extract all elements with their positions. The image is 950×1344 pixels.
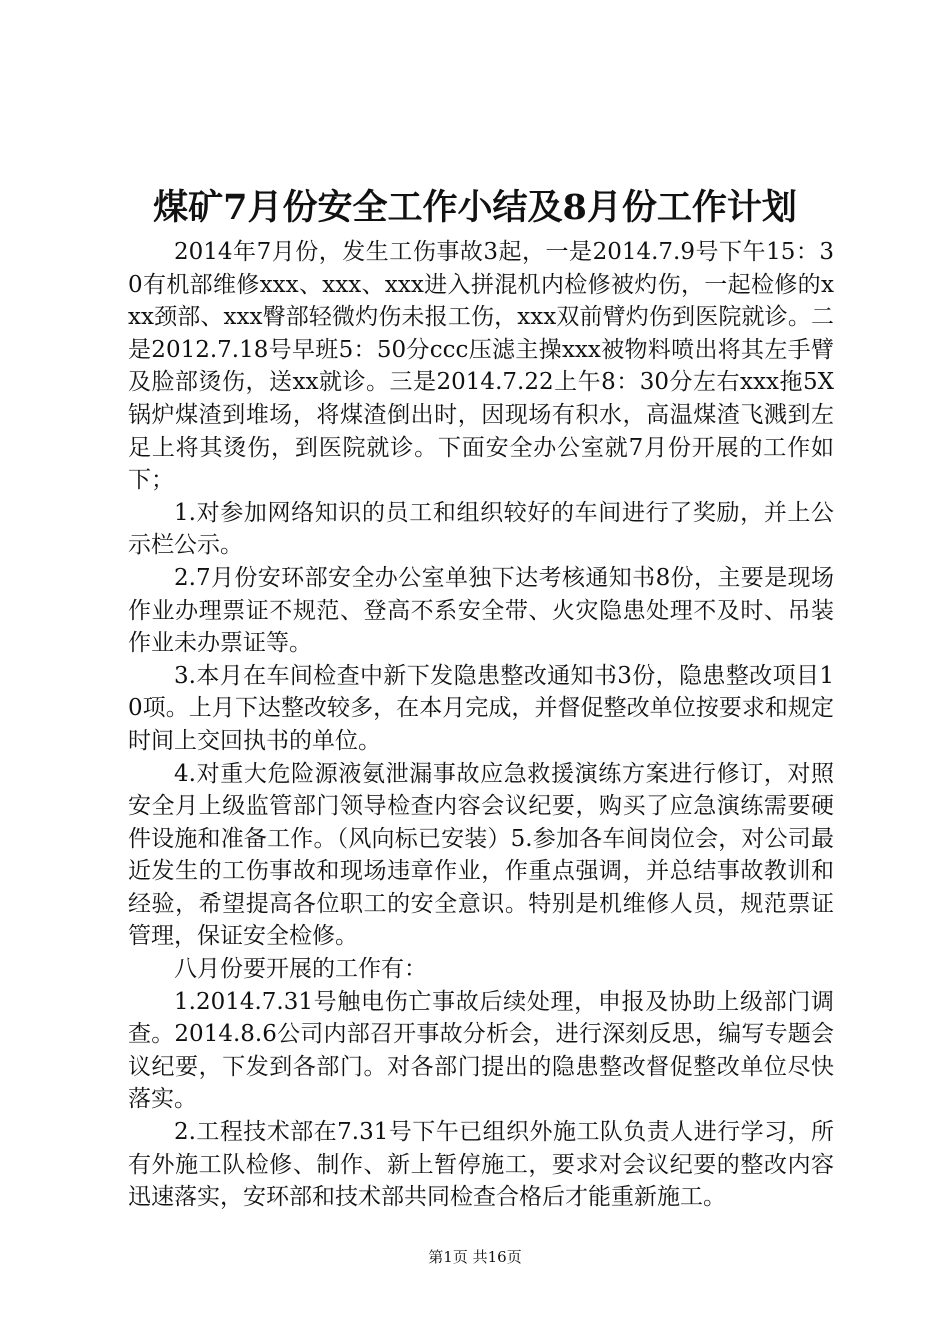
- paragraph-august-heading: 八月份要开展的工作有：: [174, 956, 427, 983]
- document-title: 煤矿7月份安全工作小结及8月份工作计划: [153, 187, 797, 228]
- paragraph-item-4: 4.对重大危险源液氨泄漏事故应急救援演练方案进行修订，对照安全月上级监管部门领导检查内容会议纪要，购买了应急演练需要硬件设施和准备工作。（风向标已安装）5.参加各车间岗位会，对公司最近发生的工伤事故和现场违章作业，作重点强调，并总结事故教训和经验，希望提高各位职工的安全意识。特别是机维修人员，规范票证管理，保证安全检修。: [128, 760, 834, 950]
- paragraph-item-1: 1.对参加网络知识的员工和组织较好的车间进行了奖励，并上公示栏公示。: [128, 499, 834, 559]
- paragraph-incident-summary: 2014年7月份，发生工伤事故3起，一是2014.7.9号下午15：30有机部维修xxx、xxx、xxx进入拼混机内检修被灼伤，一起检修的xxx颈部、xxx臀部轻微灼伤未报工伤，xxx双前臂灼伤到医院就诊。二是2012.7.18号早班5：50分ccc压滤主操xxx被物料喷出将其左手臂及脸部烫伤，送xx就诊。三是2014.7.22上午8：30分左右xxx拖5X锅炉煤渣到堆场，将煤渣倒出时，因现场有积水，高温煤渣飞溅到左足上将其烫伤，到医院就诊。下面安全办公室就7月份开展的工作如下；: [128, 239, 834, 494]
- paragraph-august-item-1: 1.2014.7.31号触电伤亡事故后续处理，申报及协助上级部门调查。2014.8.6公司内部召开事故分析会，进行深刻反思，编写专题会议纪要，下发到各部门。对各部门提出的隐患整改督促整改单位尽快落实。: [128, 988, 834, 1113]
- paragraph-august-item-2: 2.工程技术部在7.31号下午已组织外施工队负责人进行学习，所有外施工队检修、制作、新上暂停施工，要求对会议纪要的整改内容迅速落实，安环部和技术部共同检查合格后才能重新施工。: [128, 1119, 834, 1211]
- paragraph-item-2: 2.7月份安环部安全办公室单独下达考核通知书8份，主要是现场作业办理票证不规范、登高不系安全带、火灾隐患处理不及时、吊装作业未办票证等。: [128, 564, 834, 657]
- page-footer: 第1页 共16页: [428, 1248, 522, 1266]
- document-body: [128, 236, 834, 1214]
- paragraph-item-3: 3.本月在车间检查中新下发隐患整改通知书3份，隐患整改项目10项。上月下达整改较多，在本月完成，并督促整改单位按要求和规定时间上交回执书的单位。: [128, 662, 834, 754]
